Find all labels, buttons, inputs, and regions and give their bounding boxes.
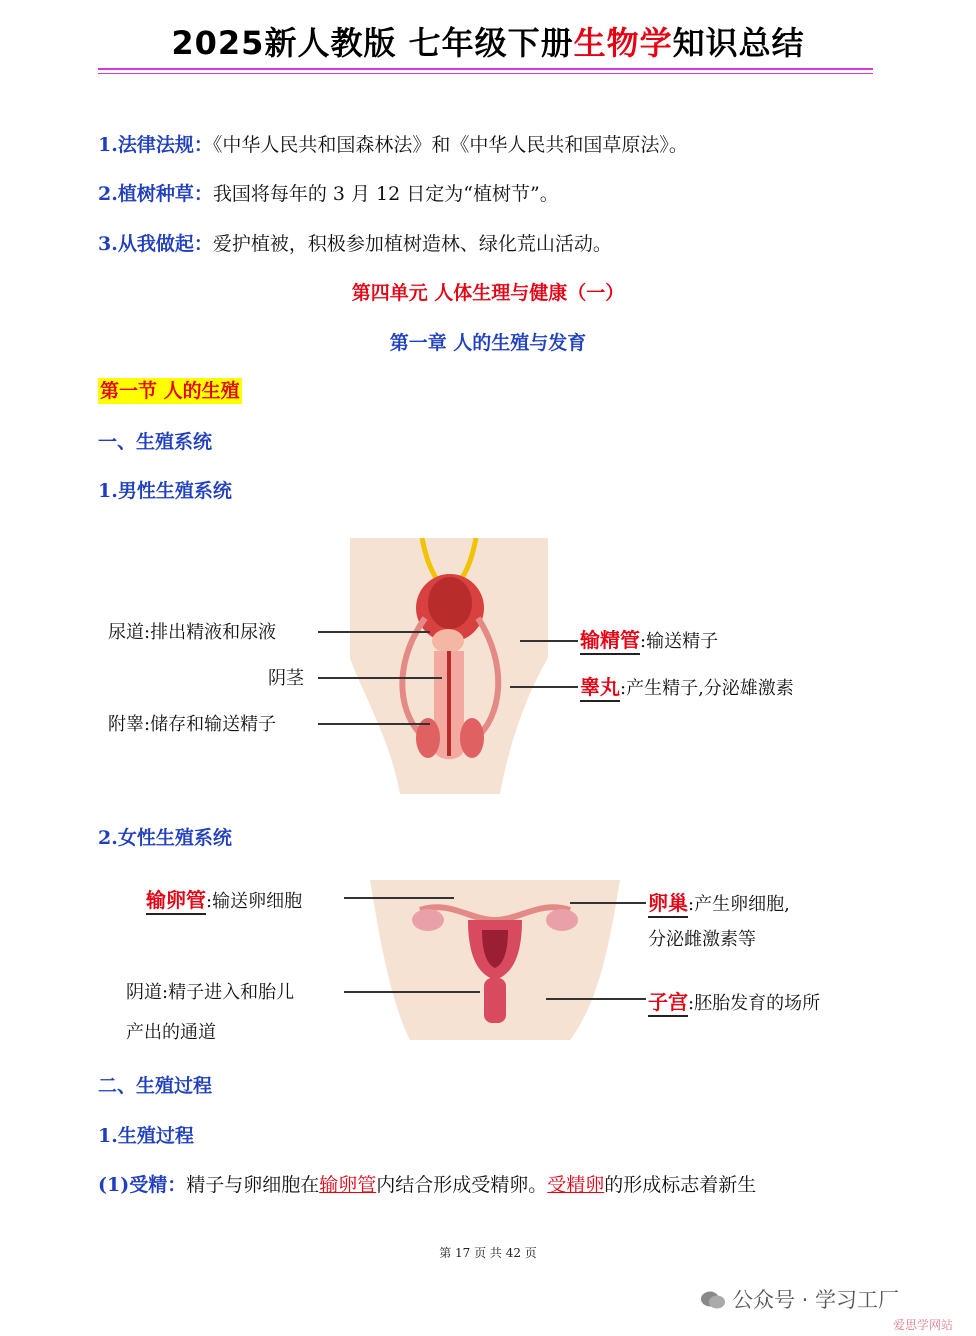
item-label: 3.从我做起： (98, 233, 213, 255)
label-testis (580, 671, 794, 700)
female-anatomy-illustration (370, 880, 620, 1040)
fert-t2: 内结合形成受精卵。 (376, 1174, 548, 1196)
header-rule-bottom (98, 73, 873, 74)
subheading-male: 1.男性生殖系统 (98, 480, 232, 502)
corner-mark: 爱思学网站 (893, 1318, 954, 1332)
tube-key: 输卵管 (146, 888, 206, 915)
label-vagina-line1: 阴道:精子进入和胎儿 (126, 982, 295, 1003)
fert-u1: 输卵管 (319, 1174, 377, 1196)
fert-u2: 受精卵 (547, 1174, 605, 1196)
wechat-icon (700, 1290, 726, 1310)
leader-penis (318, 677, 442, 679)
item-text: 爱护植被，积极参加植树造林、绿化荒山活动。 (212, 233, 612, 255)
item-label: 1.法律法规： (98, 134, 213, 156)
leader-urethra (318, 631, 430, 633)
label-ovary (648, 887, 790, 916)
chapter-title: 第一章 人的生殖与发育 (389, 332, 587, 354)
title-pre: 2025新人教版 七年级下册 (171, 24, 574, 62)
label-oviduct (146, 884, 302, 913)
page-title (0, 18, 976, 64)
leader-vagina (344, 991, 480, 993)
heading-reproductive-system: 一、生殖系统 (98, 431, 213, 453)
male-reproductive-diagram (330, 538, 560, 794)
watermark-text: 公众号 · 学习工厂 (732, 1288, 900, 1312)
item-text: 我国将每年的 3 月 12 日定为“植树节”。 (212, 183, 559, 205)
tube-text: :输送卵细胞 (206, 891, 303, 912)
label-urethra: 尿道:排出精液和尿液 (108, 622, 277, 643)
testis-key: 睾丸 (580, 675, 620, 702)
list-item (98, 229, 612, 256)
leader-vas (520, 640, 578, 642)
label-ovary-line2: 分泌雌激素等 (648, 929, 756, 950)
leader-testis (510, 686, 578, 688)
header-rule-top (98, 68, 873, 70)
heading-reproduction-process: 二、生殖过程 (98, 1075, 213, 1097)
watermark (700, 1284, 899, 1314)
leader-uterus (546, 998, 646, 1000)
subheading-female: 2.女性生殖系统 (98, 827, 232, 849)
label-vas-deferens (580, 624, 718, 653)
section-title: 第一节 人的生殖 (100, 380, 240, 402)
subheading-process: 1.生殖过程 (98, 1125, 194, 1147)
label-uterus (648, 986, 820, 1015)
label-vagina-line2: 产出的通道 (126, 1022, 216, 1043)
fert-label: (1)受精： (98, 1174, 187, 1196)
item-label: 2.植树种草： (98, 183, 213, 205)
uterus-key: 子宫 (648, 990, 688, 1017)
title-post: 知识总结 (672, 24, 805, 62)
fert-t1: 精子与卵细胞在 (186, 1174, 320, 1196)
leader-oviduct (344, 897, 454, 899)
fert-t3: 的形成标志着新生 (604, 1174, 757, 1196)
leader-epididymis (318, 723, 430, 725)
title-highlight: 生物学 (573, 24, 673, 62)
fertilization-paragraph (98, 1170, 756, 1197)
vas-key: 输精管 (580, 628, 640, 655)
list-item (98, 179, 559, 206)
ovary-text: :产生卵细胞, (688, 894, 790, 915)
female-reproductive-diagram (370, 880, 620, 1040)
unit-title: 第四单元 人体生理与健康（一） (351, 282, 625, 304)
page-footer: 第 17 页 共 42 页 (439, 1246, 537, 1260)
ovary-key: 卵巢 (648, 891, 688, 918)
list-item (98, 130, 688, 157)
testis-text: :产生精子,分泌雄激素 (620, 678, 794, 699)
label-penis: 阴茎 (268, 668, 304, 689)
label-epididymis: 附睾:储存和输送精子 (108, 714, 277, 735)
male-anatomy-illustration (330, 538, 560, 794)
item-text: 《中华人民共和国森林法》和《中华人民共和国草原法》。 (212, 134, 688, 156)
vas-text: :输送精子 (640, 631, 719, 652)
uterus-text: :胚胎发育的场所 (688, 993, 821, 1014)
leader-ovary (570, 902, 646, 904)
